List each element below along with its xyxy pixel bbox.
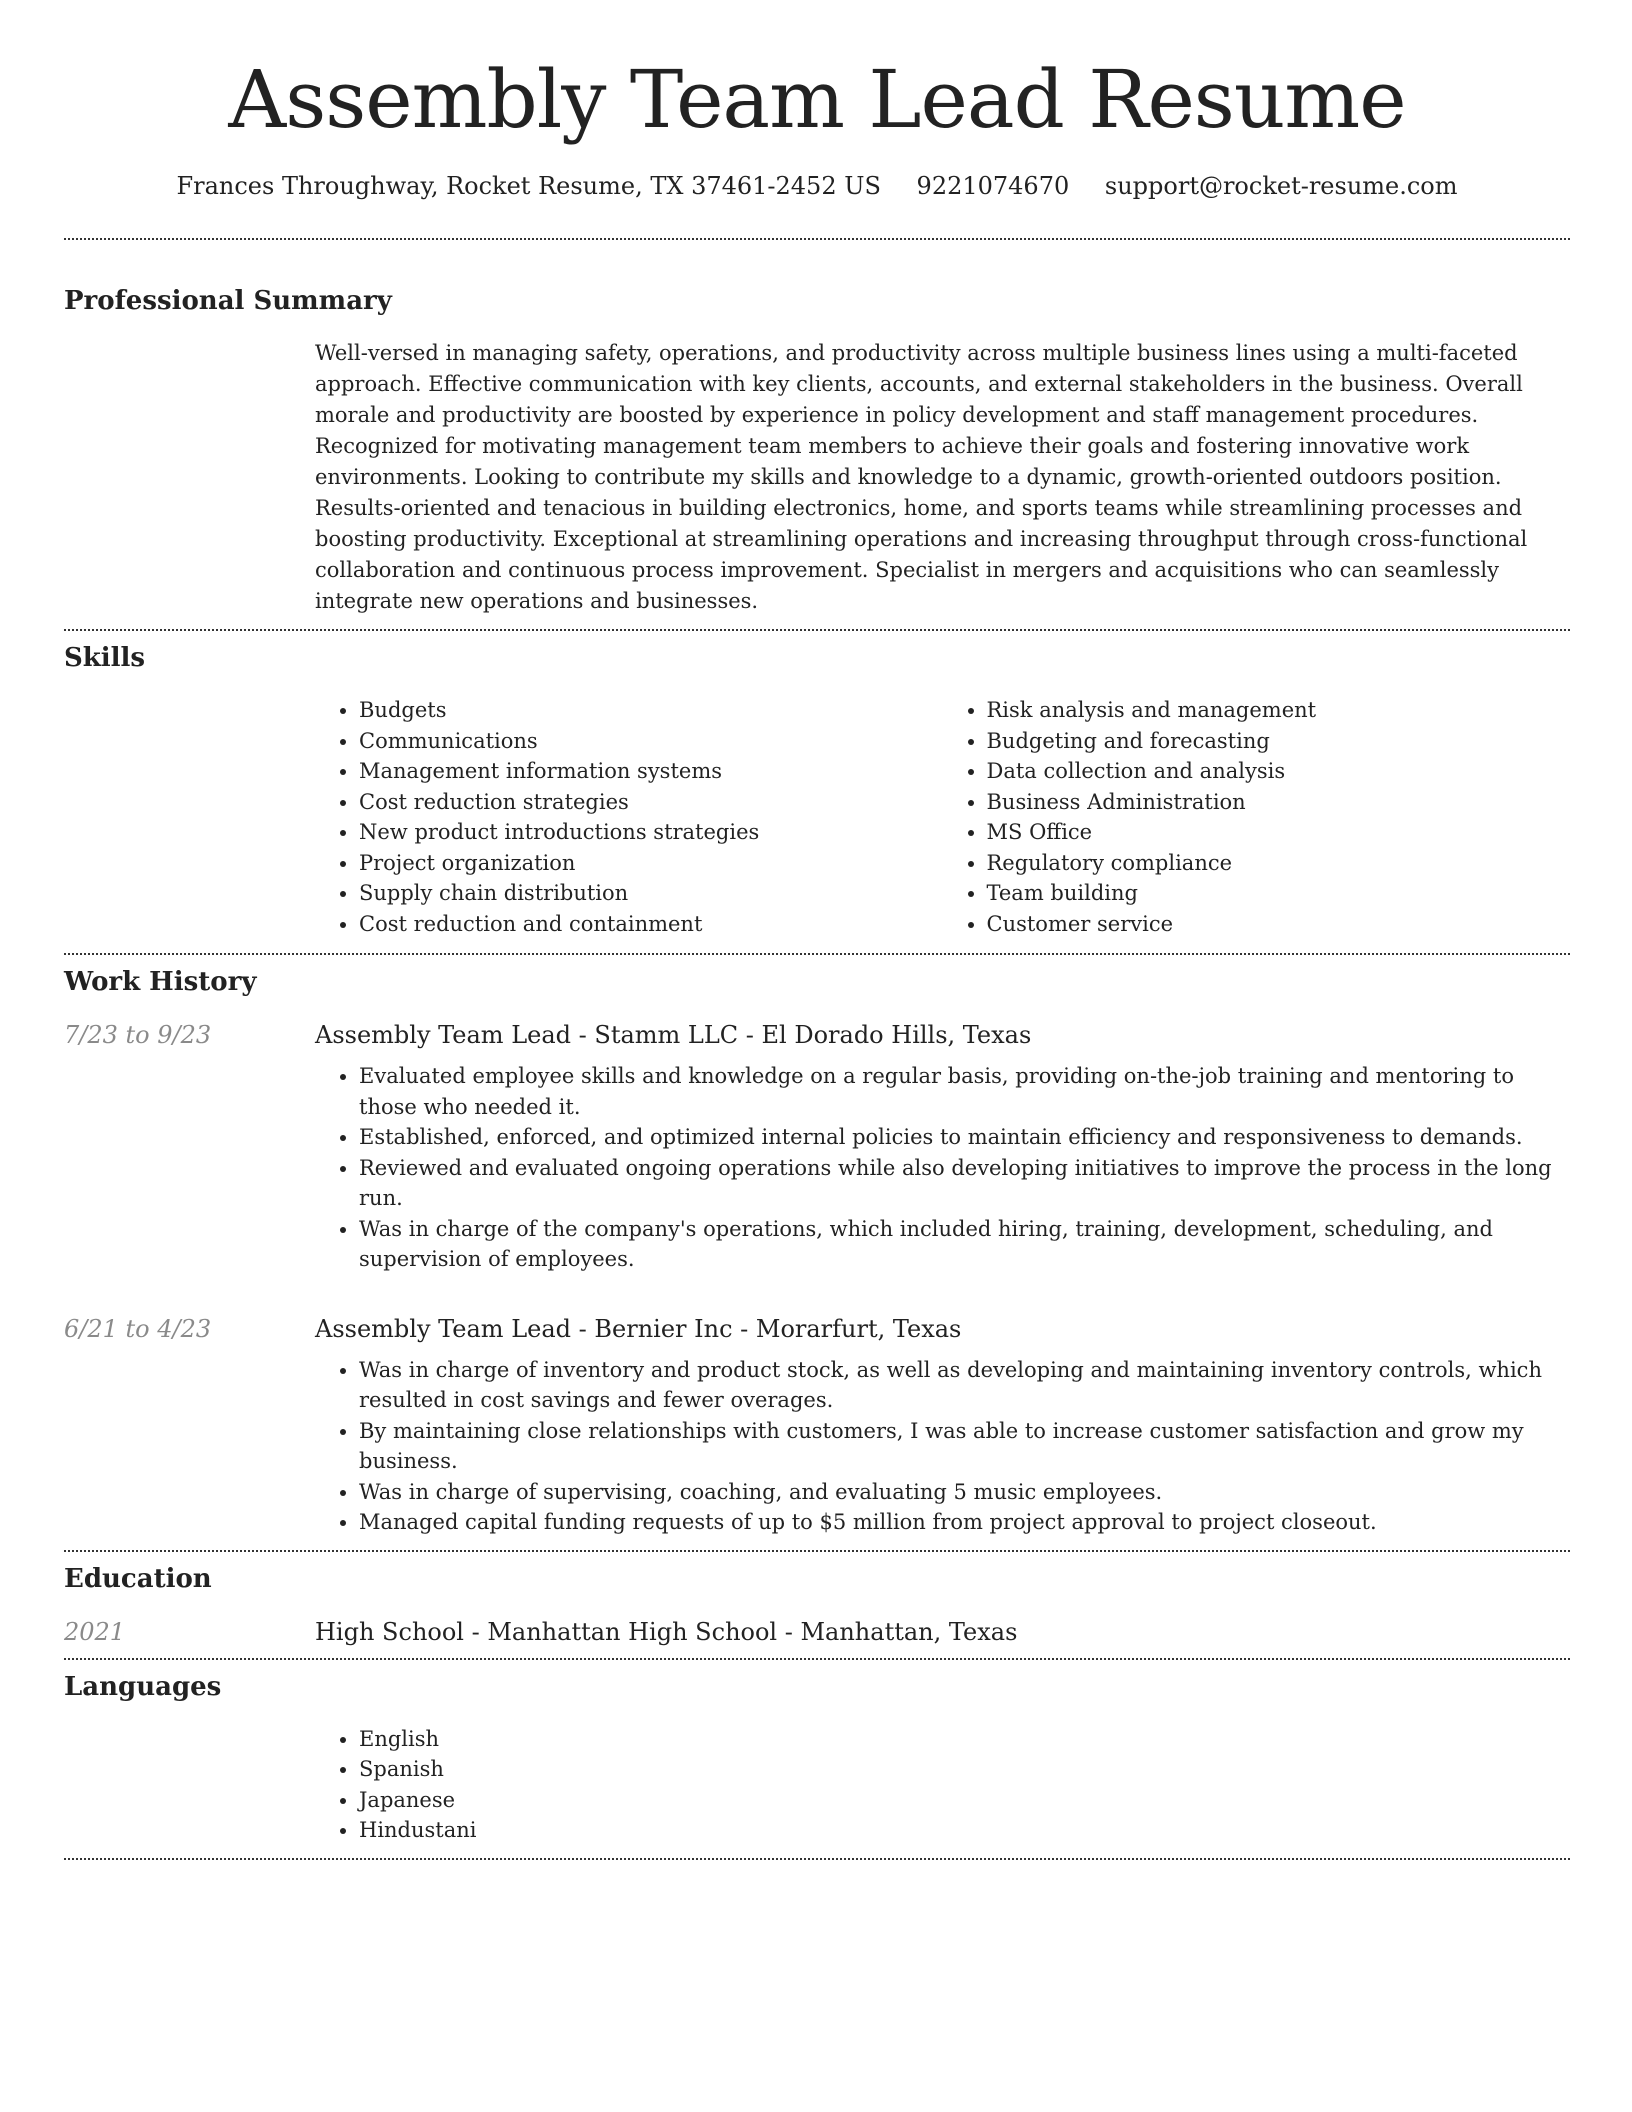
- education-entry: [64, 1618, 1570, 1646]
- skill-item: • Budgets: [359, 695, 943, 726]
- skill-item: • Project organization: [359, 848, 943, 879]
- skill-item: • New product introductions strategies: [359, 817, 943, 848]
- skill-item: • MS Office: [987, 817, 1571, 848]
- summary-heading: Professional Summary: [64, 286, 392, 316]
- skill-item: • Regulatory compliance: [987, 848, 1571, 879]
- languages-section: [64, 1660, 1570, 1846]
- job-bullet: • Was in charge of supervising, coaching, and evaluating 5 music employees.: [359, 1477, 1570, 1508]
- skill-item: • Customer service: [987, 909, 1571, 940]
- job-header: [64, 1021, 1570, 1049]
- job-header: [64, 1315, 1570, 1343]
- contact-phone: 9221074670: [916, 172, 1070, 200]
- job-bullet: • Established, enforced, and optimized internal policies to maintain efficiency and responsiveness to demands.: [359, 1122, 1570, 1153]
- skill-item: • Business Administration: [987, 787, 1571, 818]
- job-bullet: • Managed capital funding requests of up to $5 million from project approval to project closeout.: [359, 1507, 1570, 1538]
- job-entry: [64, 1021, 1570, 1275]
- languages-heading: Languages: [64, 1671, 222, 1702]
- skill-item: • Risk analysis and management: [987, 695, 1571, 726]
- language-item: • Japanese: [359, 1785, 1570, 1816]
- skill-item: • Supply chain distribution: [359, 878, 943, 909]
- skill-item: • Data collection and analysis: [987, 756, 1571, 787]
- summary-section: [64, 240, 1570, 617]
- job-bullets: [315, 1061, 1570, 1275]
- language-item: • English: [359, 1724, 1570, 1755]
- contact-address: Frances Throughway, Rocket Resume, TX 37461-2452 US: [176, 172, 881, 200]
- job-bullets: [315, 1355, 1570, 1538]
- skills-heading: Skills: [64, 643, 146, 673]
- summary-text: Well-versed in managing safety, operations, and productivity across multiple business lines using a multi-faceted approach. Effective communication with key clients, accounts, and external stakeholders in the business. Overall morale and productivity are boosted by experience in policy development and staff management procedures. Recognized for motivating management team members to achieve their goals and fostering innovative work environments. Looking to contribute my skills and knowledge to a dynamic, growth-oriented outdoors position. Results-oriented and tenacious in building electronics, home, and sports teams while streamlining processes and boosting productivity. Exceptional at streamlining operations and increasing throughput through cross-functional collaboration and continuous process improvement. Specialist in mergers and acquisitions who can seamlessly integrate new operations and businesses.: [315, 341, 1528, 613]
- work-heading: Work History: [64, 967, 257, 997]
- education-section: [64, 1552, 1570, 1646]
- job-bullet: • Reviewed and evaluated ongoing operations while also developing initiatives to improve the process in the long run.: [359, 1153, 1570, 1214]
- divider: [64, 1858, 1570, 1860]
- skill-item: • Cost reduction strategies: [359, 787, 943, 818]
- contact-email: support@rocket-resume.com: [1104, 172, 1458, 200]
- work-section: [64, 955, 1570, 1538]
- resume-title: Assembly Team Lead Resume: [228, 53, 1406, 146]
- job-bullet: • Evaluated employee skills and knowledge on a regular basis, providing on-the-job training and mentoring to those who needed it.: [359, 1061, 1570, 1122]
- languages-list: [315, 1724, 1570, 1846]
- job-bullet: • Was in charge of the company's operations, which included hiring, training, development, scheduling, and supervision of employees.: [359, 1214, 1570, 1275]
- language-item: • Spanish: [359, 1754, 1570, 1785]
- job-entry: [64, 1315, 1570, 1538]
- job-bullet: • By maintaining close relationships with customers, I was able to increase customer satisfaction and grow my business.: [359, 1416, 1570, 1477]
- skill-item: • Communications: [359, 726, 943, 757]
- language-item: • Hindustani: [359, 1815, 1570, 1846]
- job-title: Assembly Team Lead - Bernier Inc - Morarfurt, Texas: [315, 1314, 962, 1343]
- skill-item: • Cost reduction and containment: [359, 909, 943, 940]
- skills-section: [64, 631, 1570, 939]
- education-heading: Education: [64, 1563, 212, 1594]
- contact-line: [64, 170, 1570, 202]
- skills-list-left: [315, 695, 943, 939]
- job-title: Assembly Team Lead - Stamm LLC - El Dorado Hills, Texas: [315, 1021, 1032, 1049]
- skill-item: • Management information systems: [359, 756, 943, 787]
- skills-list-right: [943, 695, 1571, 939]
- skill-item: • Budgeting and forecasting: [987, 726, 1571, 757]
- education-title: High School - Manhattan High School - Manhattan, Texas: [315, 1617, 1018, 1646]
- job-dates: 7/23 to 9/23: [64, 1021, 212, 1049]
- job-bullet: • Was in charge of inventory and product stock, as well as developing and maintaining inventory controls, which resulted in cost savings and fewer overages.: [359, 1355, 1570, 1416]
- education-year: 2021: [64, 1617, 126, 1646]
- skill-item: • Team building: [987, 878, 1571, 909]
- job-dates: 6/21 to 4/23: [64, 1314, 212, 1343]
- skills-columns: [315, 695, 1570, 939]
- resume-page: [64, 0, 1570, 1860]
